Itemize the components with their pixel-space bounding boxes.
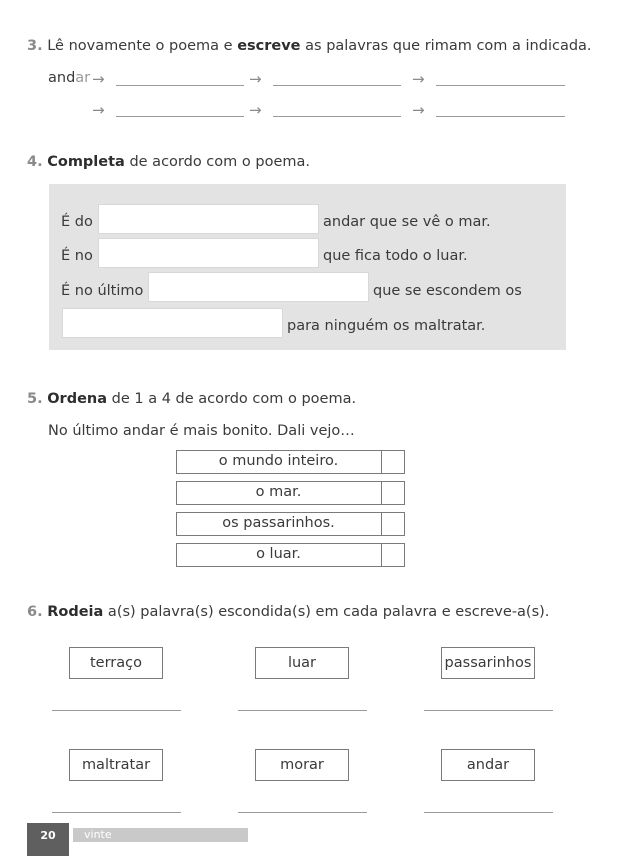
answer-line[interactable] <box>436 116 565 117</box>
question-5-prompt <box>27 391 356 407</box>
prompt-bold-word: Completa <box>47 154 125 170</box>
answer-line[interactable] <box>436 85 565 86</box>
completion-blank[interactable] <box>62 308 283 338</box>
prompt-text: Lê novamente o poema e <box>47 38 238 54</box>
prompt-text: as palavras que rimam com a indicada. <box>300 38 592 54</box>
prompt-text: de acordo com o poema. <box>124 154 310 170</box>
ordering-intro: No último andar é mais bonito. Dali vejo… <box>48 423 355 439</box>
hidden-word-box[interactable]: morar <box>255 749 349 781</box>
order-item-label: os passarinhos. <box>222 515 335 531</box>
answer-line[interactable] <box>116 116 244 117</box>
answer-line[interactable] <box>273 85 401 86</box>
question-3-prompt <box>27 38 592 54</box>
prompt-bold-word: escreve <box>237 38 301 54</box>
answer-line[interactable] <box>238 710 367 711</box>
question-4-prompt <box>27 154 310 170</box>
order-number-box[interactable] <box>381 482 404 504</box>
prompt-bold-word: Ordena <box>47 391 108 407</box>
answer-line[interactable] <box>424 710 553 711</box>
hidden-word-box[interactable]: passarinhos <box>441 647 535 679</box>
order-item <box>176 481 405 505</box>
prompt-text: de 1 a 4 de acordo com o poema. <box>107 391 357 407</box>
question-number: 5. <box>27 391 43 407</box>
completion-blank[interactable] <box>98 238 319 268</box>
completion-line-end: que se escondem os <box>373 283 522 299</box>
arrow-icon: → <box>412 101 425 119</box>
rhyme-word <box>48 70 90 86</box>
completion-blank[interactable] <box>98 204 319 234</box>
answer-line[interactable] <box>116 85 244 86</box>
rhyme-word-stem: and <box>48 70 76 86</box>
arrow-icon: → <box>249 101 262 119</box>
order-number-box[interactable] <box>381 544 404 566</box>
answer-line[interactable] <box>424 812 553 813</box>
hidden-word-box[interactable]: terraço <box>69 647 163 679</box>
answer-line[interactable] <box>238 812 367 813</box>
completion-line-end: para ninguém os maltratar. <box>287 318 486 334</box>
prompt-text: a(s) palavra(s) escondida(s) em cada palavra e escreve-a(s). <box>103 604 550 620</box>
arrow-icon: → <box>249 70 262 88</box>
answer-line[interactable] <box>273 116 401 117</box>
order-item <box>176 512 405 536</box>
page-number-word: vinte <box>84 828 112 841</box>
arrow-icon: → <box>412 70 425 88</box>
order-item-label: o luar. <box>256 546 301 562</box>
arrow-icon: → <box>92 70 105 88</box>
order-item <box>176 450 405 474</box>
question-number: 3. <box>27 38 43 54</box>
question-6-prompt <box>27 604 549 620</box>
page-number: 20 <box>27 823 69 856</box>
hidden-word-box[interactable]: luar <box>255 647 349 679</box>
answer-line[interactable] <box>52 710 181 711</box>
order-item <box>176 543 405 567</box>
hidden-word-box[interactable]: andar <box>441 749 535 781</box>
order-number-box[interactable] <box>381 451 404 473</box>
completion-line-end: andar que se vê o mar. <box>323 214 491 230</box>
prompt-bold-word: Rodeia <box>47 604 104 620</box>
question-number: 6. <box>27 604 43 620</box>
completion-line-end: que fica todo o luar. <box>323 248 468 264</box>
completion-line-start: É do <box>61 214 93 230</box>
completion-blank[interactable] <box>148 272 369 302</box>
hidden-word-box[interactable]: maltratar <box>69 749 163 781</box>
order-number-box[interactable] <box>381 513 404 535</box>
completion-line-start: É no último <box>61 283 144 299</box>
order-item-label: o mundo inteiro. <box>218 453 339 469</box>
arrow-icon: → <box>92 101 105 119</box>
question-number: 4. <box>27 154 43 170</box>
completion-line-start: É no <box>61 248 93 264</box>
rhyme-word-ending: ar <box>75 70 91 86</box>
order-item-label: o mar. <box>255 484 302 500</box>
answer-line[interactable] <box>52 812 181 813</box>
